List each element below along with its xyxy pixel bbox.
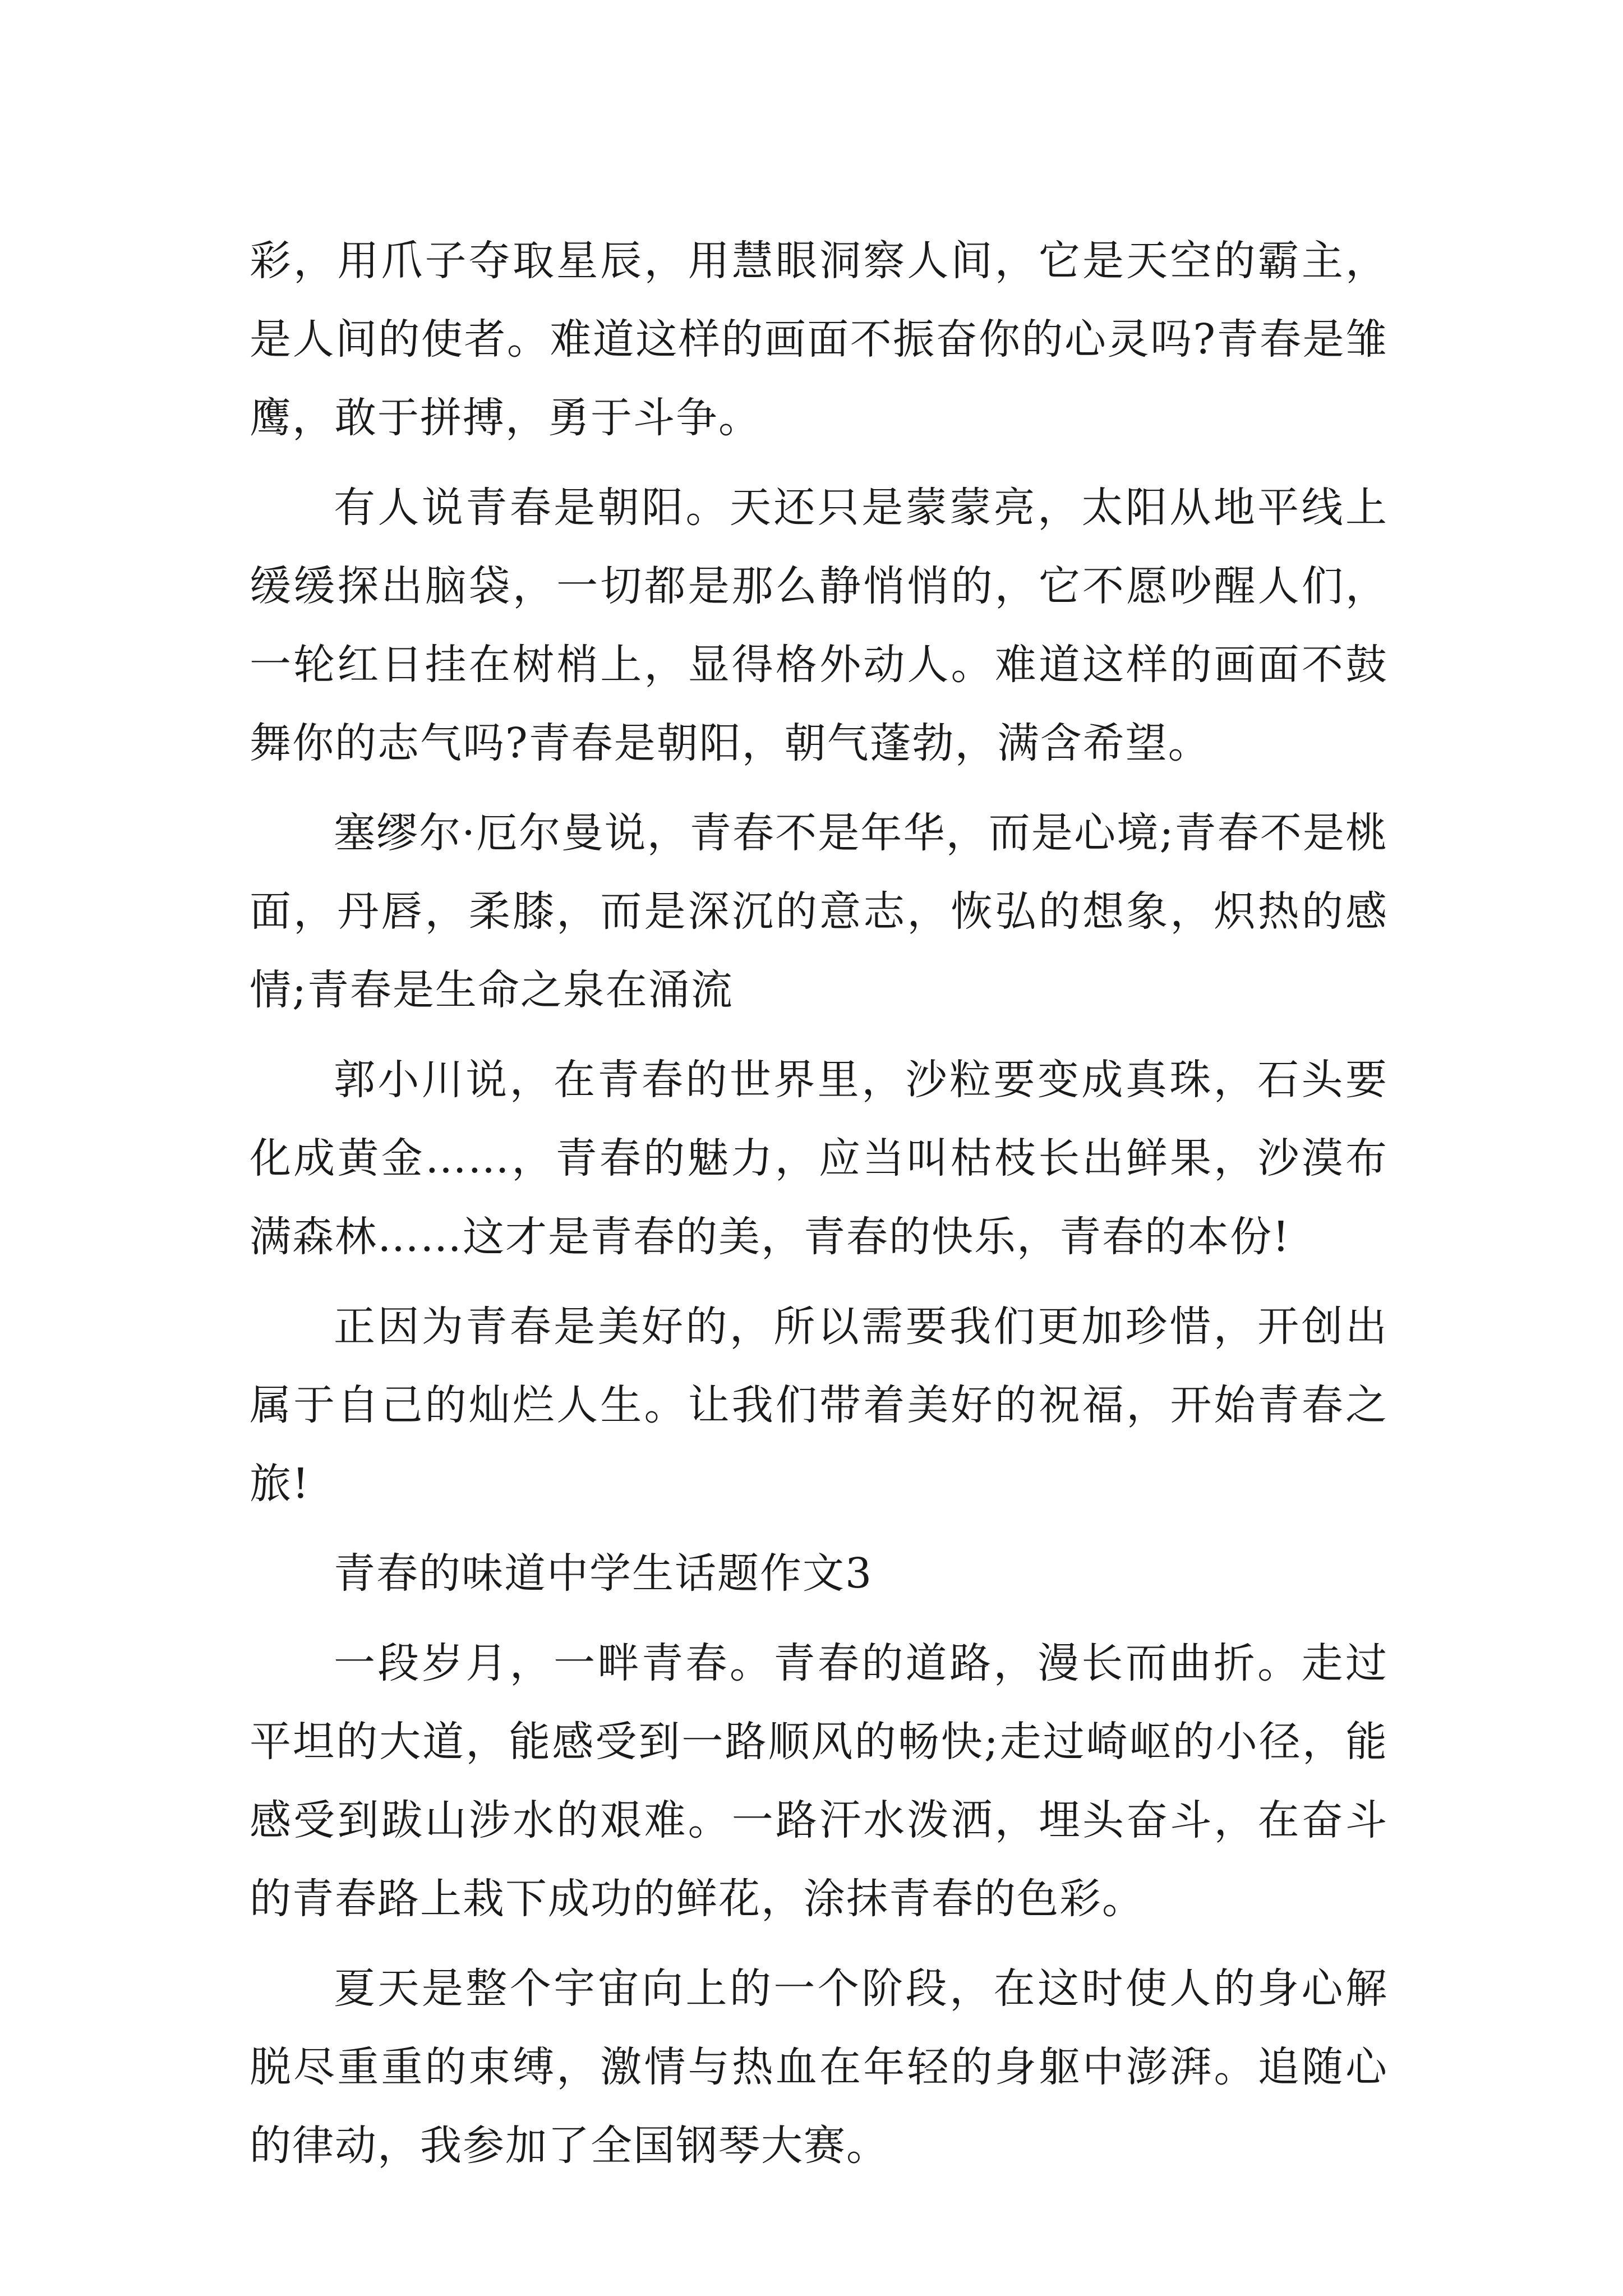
essay-title-3: 青春的味道中学生话题作文3 bbox=[334, 1549, 873, 1598]
paragraph-ullman-quote: 塞缪尔·厄尔曼说，青春不是年华，而是心境;青春不是桃面，丹唇，柔膝，而是深沉的意志，恢弘的想象，炽热的感情;青春是生命之泉在涌流 bbox=[250, 809, 1388, 1014]
paragraph-morning-sun: 有人说青春是朝阳。天还只是蒙蒙亮，太阳从地平线上缓缓探出脑袋，一切都是那么静悄悄的，它不愿吵醒人们，一轮红日挂在树梢上，显得格外动人。难道这样的画面不鼓舞你的志气吗?青春是朝阳，朝气蓬勃，满含希望。 bbox=[250, 484, 1388, 767]
paragraph-cherish-youth: 正因为青春是美好的，所以需要我们更加珍惜，开创出属于自己的灿烂人生。让我们带着美好的祝福，开始青春之旅! bbox=[250, 1303, 1388, 1508]
paragraph-road-of-youth: 一段岁月，一畔青春。青春的道路，漫长而曲折。走过平坦的大道，能感受到一路顺风的畅快;走过崎岖的小径，能感受到跋山涉水的艰难。一路汗水泼洒，埋头奋斗，在奋斗的青春路上栽下成功的鲜花，涂抹青春的色彩。 bbox=[250, 1639, 1388, 1923]
paragraph-summer-piano: 夏天是整个宇宙向上的一个阶段，在这时使人的身心解脱尽重重的束缚，激情与热血在年轻的身躯中澎湃。追随心的律动，我参加了全国钢琴大赛。 bbox=[250, 1964, 1388, 2170]
paragraph-guo-xiaochuan-quote: 郭小川说，在青春的世界里，沙粒要变成真珠，石头要化成黄金……，青春的魅力，应当叫枯枝长出鲜果，沙漠布满森林……这才是青春的美，青春的快乐，青春的本份! bbox=[250, 1056, 1388, 1261]
document-body bbox=[250, 222, 1388, 2196]
paragraph-continuation: 彩，用爪子夺取星辰，用慧眼洞察人间，它是天空的霸主，是人间的使者。难道这样的画面不振奋你的心灵吗?青春是雏鹰，敢于拼搏，勇于斗争。 bbox=[250, 237, 1388, 442]
